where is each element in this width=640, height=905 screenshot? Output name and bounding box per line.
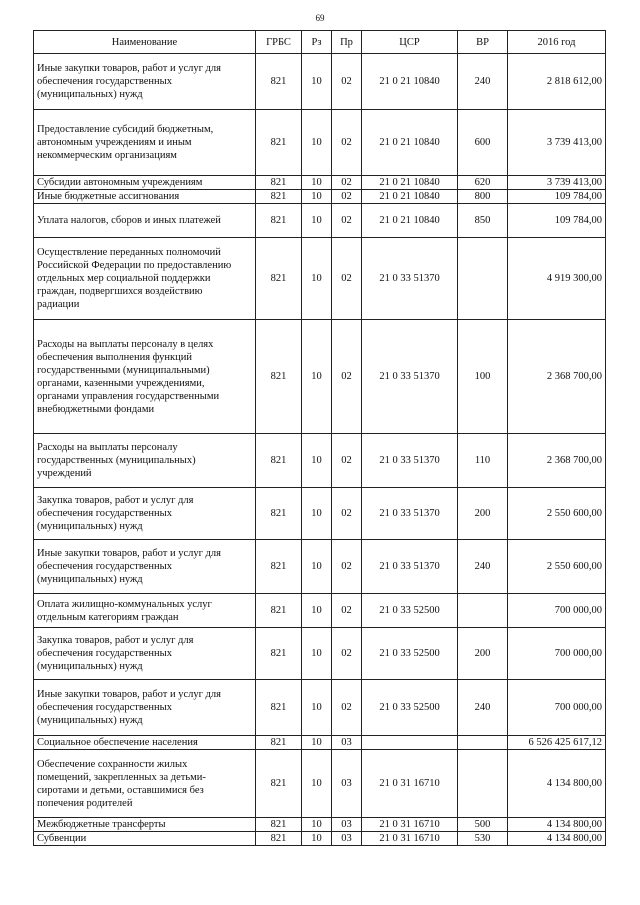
cell-name	[34, 750, 256, 818]
page-number: 69	[315, 13, 325, 23]
table-row	[34, 176, 606, 190]
cell-grbs: 821	[256, 736, 302, 750]
cell-name-line: обеспечения государственных	[37, 648, 172, 659]
cell-vr: 800	[458, 190, 508, 204]
cell-rz: 10	[302, 54, 332, 110]
cell-sum: 2 550 600,00	[508, 488, 606, 540]
cell-rz: 10	[302, 434, 332, 488]
cell-sum: 2 368 700,00	[508, 320, 606, 434]
cell-pr: 02	[332, 110, 362, 176]
budget-table	[33, 30, 606, 846]
cell-vr: 100	[458, 320, 508, 434]
column-header-rz: Рз	[302, 31, 332, 54]
cell-sum: 4 134 800,00	[508, 750, 606, 818]
cell-pr: 02	[332, 488, 362, 540]
cell-vr: 850	[458, 204, 508, 238]
cell-name-line: (муниципальных) нужд	[37, 574, 143, 585]
cell-name	[34, 204, 256, 238]
cell-csr: 21 0 31 16710	[362, 832, 458, 846]
cell-pr: 02	[332, 320, 362, 434]
cell-grbs: 821	[256, 488, 302, 540]
cell-csr: 21 0 33 51370	[362, 434, 458, 488]
cell-name-line: обеспечения выполнения функций	[37, 351, 193, 363]
cell-sum: 4 134 800,00	[508, 832, 606, 846]
cell-grbs: 821	[256, 190, 302, 204]
cell-name-line: (муниципальных) нужд	[37, 661, 143, 672]
cell-vr	[458, 750, 508, 818]
cell-pr: 03	[332, 736, 362, 750]
table-row	[34, 540, 606, 594]
cell-name	[34, 736, 256, 750]
table-row	[34, 832, 606, 846]
cell-name-line: Предоставление субсидий бюджетным,	[37, 124, 214, 135]
cell-grbs: 821	[256, 818, 302, 832]
cell-vr: 110	[458, 434, 508, 488]
cell-rz: 10	[302, 110, 332, 176]
cell-name-line: Обеспечение сохранности жилых	[37, 758, 188, 770]
cell-vr	[458, 238, 508, 320]
cell-csr: 21 0 33 51370	[362, 488, 458, 540]
cell-name	[34, 190, 256, 204]
cell-name-line: помещений, закрепленных за детьми-	[37, 771, 206, 783]
cell-name	[34, 488, 256, 540]
table-row	[34, 736, 606, 750]
cell-name	[34, 176, 256, 190]
cell-name-line: Расходы на выплаты персоналу в целях	[37, 338, 214, 350]
table-row	[34, 488, 606, 540]
cell-csr: 21 0 21 10840	[362, 54, 458, 110]
cell-name-line: Закупка товаров, работ и услуг для	[37, 635, 194, 646]
cell-name-line: внебюджетными фондами	[37, 403, 155, 415]
cell-grbs: 821	[256, 110, 302, 176]
cell-name-line: автономным учреждениям и иным	[37, 137, 192, 148]
cell-sum: 700 000,00	[508, 594, 606, 628]
cell-grbs: 821	[256, 750, 302, 818]
cell-sum: 4 919 300,00	[508, 238, 606, 320]
cell-name	[34, 320, 256, 434]
cell-rz: 10	[302, 594, 332, 628]
cell-rz: 10	[302, 190, 332, 204]
table-row	[34, 190, 606, 204]
cell-csr: 21 0 21 10840	[362, 204, 458, 238]
cell-vr: 240	[458, 54, 508, 110]
cell-rz: 10	[302, 320, 332, 434]
cell-name-line: Расходы на выплаты персоналу	[37, 442, 178, 453]
cell-name	[34, 628, 256, 680]
cell-grbs: 821	[256, 628, 302, 680]
cell-pr: 02	[332, 204, 362, 238]
cell-grbs: 821	[256, 540, 302, 594]
cell-vr: 200	[458, 488, 508, 540]
cell-name-line: Оплата жилищно-коммунальных услуг	[37, 598, 212, 610]
cell-rz: 10	[302, 238, 332, 320]
cell-name	[34, 594, 256, 628]
cell-csr	[362, 736, 458, 750]
cell-sum: 700 000,00	[508, 680, 606, 736]
cell-name-line: некоммерческим организациям	[37, 150, 177, 161]
column-header-csr: ЦСР	[362, 31, 458, 54]
cell-name-line: Иные закупки товаров, работ и услуг для	[37, 689, 221, 700]
cell-grbs: 821	[256, 176, 302, 190]
cell-grbs: 821	[256, 832, 302, 846]
cell-vr: 600	[458, 110, 508, 176]
cell-name-line: Межбюджетные трансферты	[37, 819, 166, 830]
cell-csr: 21 0 31 16710	[362, 818, 458, 832]
table-row	[34, 750, 606, 818]
cell-vr: 200	[458, 628, 508, 680]
cell-name-line: обеспечения государственных	[37, 76, 172, 87]
table-header-row	[34, 31, 606, 54]
table-row	[34, 204, 606, 238]
cell-rz: 10	[302, 540, 332, 594]
cell-vr	[458, 736, 508, 750]
cell-rz: 10	[302, 628, 332, 680]
cell-csr: 21 0 21 10840	[362, 176, 458, 190]
cell-name	[34, 832, 256, 846]
table-row	[34, 320, 606, 434]
cell-pr: 03	[332, 818, 362, 832]
cell-name-line: попечения родителей	[37, 797, 133, 809]
cell-grbs: 821	[256, 204, 302, 238]
cell-pr: 02	[332, 176, 362, 190]
table-body	[34, 54, 606, 846]
cell-name-line: Осуществление переданных полномочий	[37, 247, 221, 258]
cell-sum: 2 818 612,00	[508, 54, 606, 110]
cell-pr: 02	[332, 190, 362, 204]
cell-csr: 21 0 33 51370	[362, 540, 458, 594]
cell-name-line: Закупка товаров, работ и услуг для	[37, 495, 194, 506]
cell-sum: 6 526 425 617,12	[508, 736, 606, 750]
cell-name-line: Субвенции	[37, 833, 87, 844]
cell-vr	[458, 594, 508, 628]
cell-name	[34, 434, 256, 488]
cell-vr: 620	[458, 176, 508, 190]
cell-csr: 21 0 33 52500	[362, 628, 458, 680]
cell-name-line: граждан, подвергшихся воздействию	[37, 286, 203, 297]
cell-rz: 10	[302, 736, 332, 750]
cell-name-line: обеспечения государственных	[37, 561, 172, 572]
cell-grbs: 821	[256, 680, 302, 736]
cell-name-line: государственными (муниципальными)	[37, 364, 210, 376]
cell-csr: 21 0 33 51370	[362, 320, 458, 434]
table-row	[34, 110, 606, 176]
cell-name	[34, 54, 256, 110]
cell-rz: 10	[302, 488, 332, 540]
cell-name	[34, 540, 256, 594]
cell-grbs: 821	[256, 320, 302, 434]
cell-name-line: государственных (муниципальных)	[37, 455, 196, 466]
cell-grbs: 821	[256, 238, 302, 320]
cell-name	[34, 680, 256, 736]
cell-grbs: 821	[256, 434, 302, 488]
cell-name-line: Уплата налогов, сборов и иных платежей	[37, 215, 221, 226]
cell-name-line: учреждений	[37, 468, 92, 479]
table-row	[34, 238, 606, 320]
cell-rz: 10	[302, 818, 332, 832]
cell-name	[34, 238, 256, 320]
cell-sum: 3 739 413,00	[508, 110, 606, 176]
table-row	[34, 818, 606, 832]
cell-grbs: 821	[256, 54, 302, 110]
cell-name-line: радиации	[37, 299, 80, 310]
cell-name-line: (муниципальных) нужд	[37, 521, 143, 532]
cell-sum: 109 784,00	[508, 204, 606, 238]
cell-pr: 02	[332, 628, 362, 680]
cell-pr: 03	[332, 832, 362, 846]
cell-sum: 2 368 700,00	[508, 434, 606, 488]
cell-name-line: Иные бюджетные ассигнования	[37, 191, 180, 202]
cell-name	[34, 110, 256, 176]
cell-name-line: отдельных мер социальной поддержки	[37, 273, 211, 284]
column-header-name: Наименование	[34, 31, 256, 54]
column-header-vr: ВР	[458, 31, 508, 54]
column-header-grbs: ГРБС	[256, 31, 302, 54]
cell-csr: 21 0 33 52500	[362, 594, 458, 628]
cell-name-line: Социальное обеспечение населения	[37, 737, 198, 748]
cell-csr: 21 0 33 51370	[362, 238, 458, 320]
cell-grbs: 821	[256, 594, 302, 628]
cell-name-line: сиротами и детьми, оставшимися без	[37, 784, 204, 796]
cell-name-line: Российской Федерации по предоставлению	[37, 260, 232, 271]
cell-pr: 02	[332, 238, 362, 320]
cell-name-line: обеспечения государственных	[37, 508, 172, 519]
cell-sum: 3 739 413,00	[508, 176, 606, 190]
cell-rz: 10	[302, 176, 332, 190]
cell-vr: 240	[458, 540, 508, 594]
column-header-sum: 2016 год	[508, 31, 606, 54]
table-row	[34, 594, 606, 628]
cell-name-line: обеспечения государственных	[37, 702, 172, 713]
cell-csr: 21 0 21 10840	[362, 190, 458, 204]
cell-name-line: органами, казенными учреждениями,	[37, 377, 205, 389]
table-row	[34, 628, 606, 680]
cell-rz: 10	[302, 204, 332, 238]
cell-vr: 240	[458, 680, 508, 736]
cell-name-line: (муниципальных) нужд	[37, 89, 143, 100]
cell-pr: 02	[332, 540, 362, 594]
cell-sum: 109 784,00	[508, 190, 606, 204]
cell-sum: 4 134 800,00	[508, 818, 606, 832]
cell-vr: 530	[458, 832, 508, 846]
cell-sum: 700 000,00	[508, 628, 606, 680]
table-row	[34, 434, 606, 488]
cell-csr: 21 0 21 10840	[362, 110, 458, 176]
cell-pr: 02	[332, 434, 362, 488]
cell-name	[34, 818, 256, 832]
cell-pr: 02	[332, 680, 362, 736]
cell-name-line: органами управления государственными	[37, 390, 220, 402]
cell-sum: 2 550 600,00	[508, 540, 606, 594]
cell-name-line: Субсидии автономным учреждениям	[37, 177, 203, 188]
cell-rz: 10	[302, 680, 332, 736]
cell-csr: 21 0 33 52500	[362, 680, 458, 736]
cell-pr: 02	[332, 594, 362, 628]
cell-rz: 10	[302, 832, 332, 846]
cell-name-line: (муниципальных) нужд	[37, 715, 143, 726]
cell-vr: 500	[458, 818, 508, 832]
cell-pr: 02	[332, 54, 362, 110]
cell-csr: 21 0 31 16710	[362, 750, 458, 818]
cell-name-line: отдельным категориям граждан	[37, 611, 179, 623]
cell-pr: 03	[332, 750, 362, 818]
table-row	[34, 680, 606, 736]
column-header-pr: Пр	[332, 31, 362, 54]
cell-name-line: Иные закупки товаров, работ и услуг для	[37, 63, 221, 74]
cell-rz: 10	[302, 750, 332, 818]
cell-name-line: Иные закупки товаров, работ и услуг для	[37, 548, 221, 559]
table-row	[34, 54, 606, 110]
